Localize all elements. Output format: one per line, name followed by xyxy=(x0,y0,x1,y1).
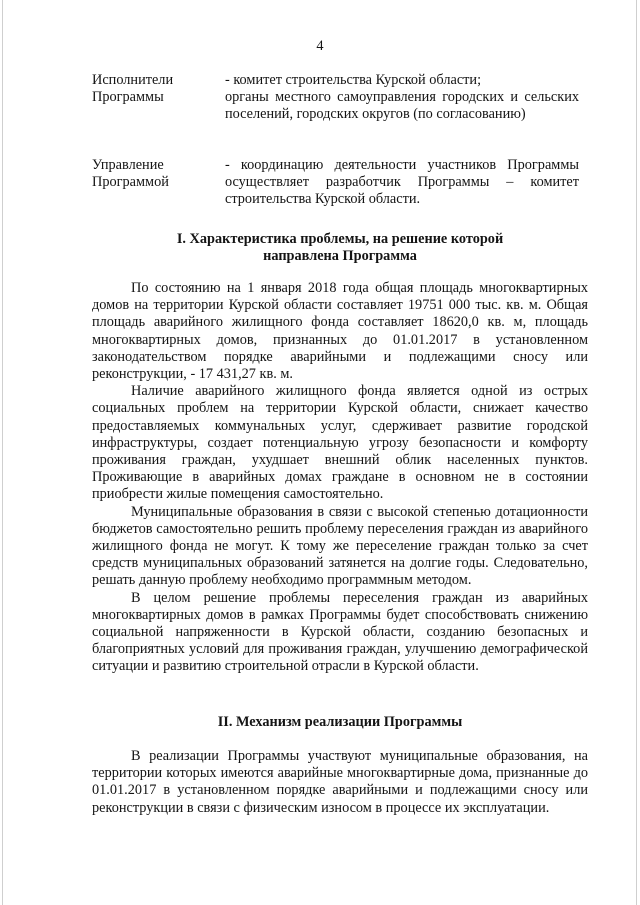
executors-value-committee: - комитет строительства Курской области; xyxy=(225,72,482,88)
executors-label: Исполнители Программы xyxy=(92,72,174,106)
section-2-paragraph-1: В реализации Программы участвуют муниципальные образования, на территории которых имеются аварийные многоквартирные дома, признанные до 01.01.2017 в установленном порядке аварийными и подлежащими сносу или реконструкции в связи с физическим износом в процессе их эксплуатации. xyxy=(92,748,588,816)
section-2-body xyxy=(92,748,588,817)
page-number: 4 xyxy=(316,38,324,54)
section-1-paragraph-4: В целом решение проблемы переселения граждан из аварийных многоквартирных домов в рамках Программы будет способствовать снижению социальной напряженности в Курской области, созданию безопасных и благоприятных условий для проживания граждан, улучшению демографической ситуации и развитию строительной отрасли в Курской области. xyxy=(92,589,588,675)
executors-value-local-authorities: органы местного самоуправления городских и сельских поселений, городских округов (по согласованию) xyxy=(225,89,579,123)
section-1-body xyxy=(92,280,588,676)
executors-value xyxy=(225,72,579,124)
scan-right-edge xyxy=(636,0,637,905)
section-1-title: I. Характеристика проблемы, на решение которой направлена Программа xyxy=(176,231,504,265)
section-2-title: II. Механизм реализации Программы xyxy=(217,714,463,730)
management-value-text: - координацию деятельности участников Программы осуществляет разработчик Программы – комитет строительства Курской области. xyxy=(225,157,579,208)
management-label: Управление Программой xyxy=(92,157,169,191)
section-1-paragraph-2: Наличие аварийного жилищного фонда является одной из острых социальных проблем на территории Курской области, снижает качество предоставляемых коммунальных услуг, сдерживает развитие городской инфраструктуры, создает потенциальную угрозу безопасности и комфорту проживания граждан, ухудшает внешний облик населенных пунктов. Проживающие в аварийных домах граждане в основном не в состоянии приобрести жилые помещения самостоятельно. xyxy=(92,383,588,503)
management-value xyxy=(225,157,579,209)
section-1-paragraph-1: По состоянию на 1 января 2018 года общая площадь многоквартирных домов на территории Курской области составляет 19751 000 тыс. кв. м. Общая площадь аварийного жилищного фонда составляет 18620,0 кв. м, площадь многоквартирных домов, признанных до 01.01.2017 в установленном законодательством порядке аварийными и подлежащими сносу или реконструкции, - 17 431,27 кв. м. xyxy=(92,280,588,383)
scan-left-edge xyxy=(2,0,3,905)
section-1-paragraph-3: Муниципальные образования в связи с высокой степенью дотационности бюджетов самостоятельно решить проблему переселения граждан из аварийного жилищного фонда не могут. К тому же переселение граждан только за счет средств муниципальных образований затянется на долгие годы. Следовательно, решать данную проблему необходимо программным методом. xyxy=(92,503,588,589)
